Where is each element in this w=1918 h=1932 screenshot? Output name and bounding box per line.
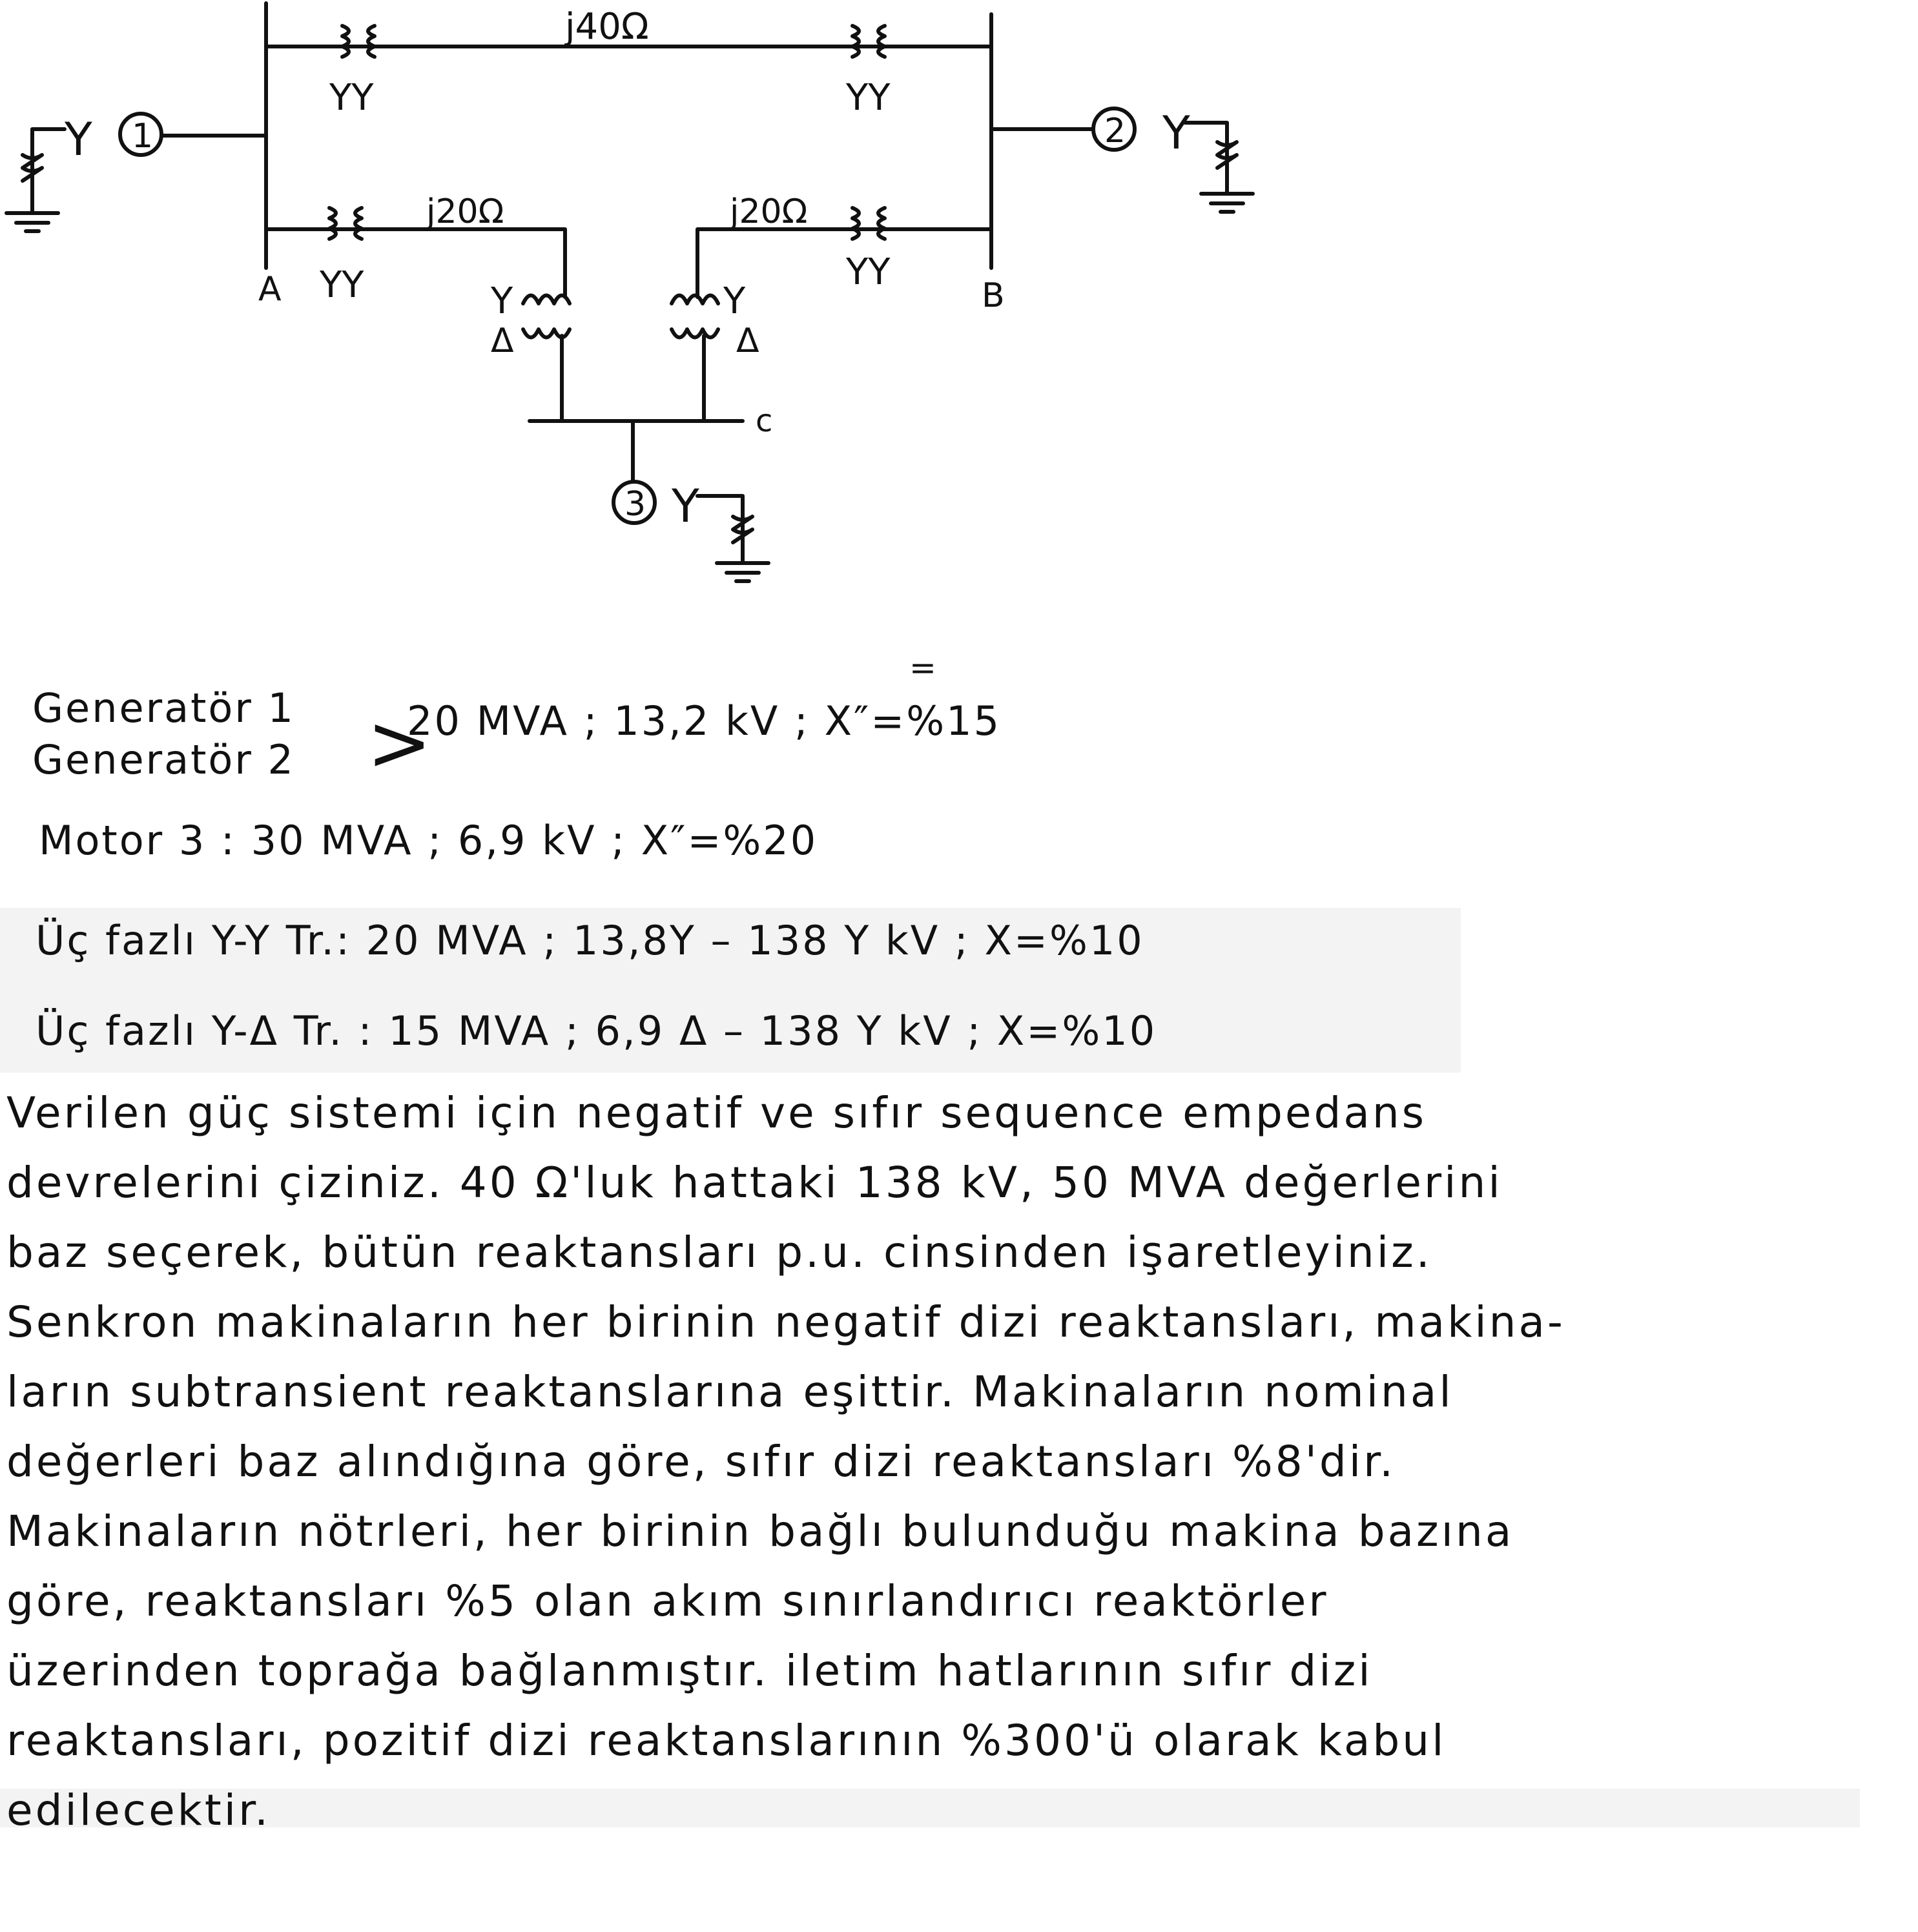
spec-motor-3: Motor 3 : 30 MVA ; 6,9 kV ; X″=%20 (39, 817, 818, 864)
tr-yy-top-right-label: YY (846, 77, 891, 119)
tr-yd-left-wye: Y (491, 280, 513, 322)
tr-yd-left-delta: Δ (491, 322, 514, 360)
gen1-wye: Y (65, 113, 92, 166)
problem-line: üzerinden toprağa bağlanmıştır. iletim hatlarının sıfır dizi (6, 1646, 1373, 1696)
problem-line: edilecektir. (6, 1785, 271, 1835)
line-ac-impedance: j20Ω (426, 192, 504, 231)
power-system-one-line-diagram (0, 0, 1918, 601)
problem-line: değerleri baz alındığına göre, sıfır dizi reaktansları %8'dir. (6, 1437, 1396, 1486)
tr-yd-right-secondary-icon (672, 329, 718, 338)
spec-generator-2: Generatör 2 (32, 736, 295, 783)
tr-yy-top-right-icon (852, 26, 859, 57)
bus-a-label: A (258, 270, 282, 309)
spec-generator-1: Generatör 1 (32, 684, 295, 732)
bus-b-label: B (982, 276, 1005, 315)
motor3-wye: Y (672, 480, 699, 533)
motor3-label: 3 (624, 485, 646, 524)
tr-yy-top-left-icon (342, 26, 349, 57)
bus-c-label: c (756, 403, 773, 439)
tr-yd-right-primary-icon (672, 296, 718, 304)
line-ab-impedance: j40Ω (565, 6, 649, 48)
double-prime-mark: = (909, 649, 936, 686)
problem-line: reaktansları, pozitif dizi reaktanslarının %300'ü olarak kabul (6, 1716, 1447, 1765)
spec-transformer-yd: Üç fazlı Y-Δ Tr. : 15 MVA ; 6,9 Δ – 138 Y kV ; X=%10 (36, 1007, 1157, 1054)
problem-line: ların subtransient reaktanslarına eşittir. Makinaların nominal (6, 1367, 1454, 1417)
problem-line: Makinaların nötrleri, her birinin bağlı bulunduğu makina bazına (6, 1506, 1514, 1556)
spec-transformer-yy: Üç fazlı Y-Y Tr.: 20 MVA ; 13,8Y – 138 Y kV ; X=%10 (36, 917, 1144, 964)
tr-yy-lower-left-label: YY (320, 264, 364, 306)
problem-statement (6, 1078, 1879, 1845)
tr-yd-right-wye: Y (723, 280, 746, 322)
tr-yy-lower-right-label: YY (846, 251, 891, 293)
problem-line: Senkron makinaların her birinin negatif dizi reaktansları, makina- (6, 1297, 1565, 1347)
problem-line: göre, reaktansları %5 olan akım sınırlandırıcı reaktörler (6, 1576, 1329, 1626)
spec-generator-rating: 20 MVA ; 13,2 kV ; X″=%15 (407, 697, 1002, 745)
line-a-c (266, 229, 565, 297)
problem-line: Verilen güç sistemi için negatif ve sıfır sequence empedans (6, 1088, 1427, 1138)
problem-line: devrelerini çiziniz. 40 Ω'luk hattaki 138 kV, 50 MVA değerlerini (6, 1158, 1503, 1208)
gen2-wye: Y (1162, 107, 1190, 159)
gen2-label: 2 (1104, 112, 1126, 150)
gen1-label: 1 (132, 117, 154, 156)
tr-yy-top-left-label: YY (329, 77, 374, 119)
tr-yd-right-delta: Δ (736, 322, 759, 360)
line-bc-impedance: j20Ω (730, 192, 808, 231)
tr-yy-lower-right-icon (852, 208, 859, 239)
problem-line: baz seçerek, bütün reaktansları p.u. cinsinden işaretleyiniz. (6, 1228, 1432, 1277)
tr-yd-left-primary-icon (523, 296, 570, 304)
generator-bracket: > (367, 699, 432, 788)
tr-yy-lower-left-icon (329, 208, 336, 239)
